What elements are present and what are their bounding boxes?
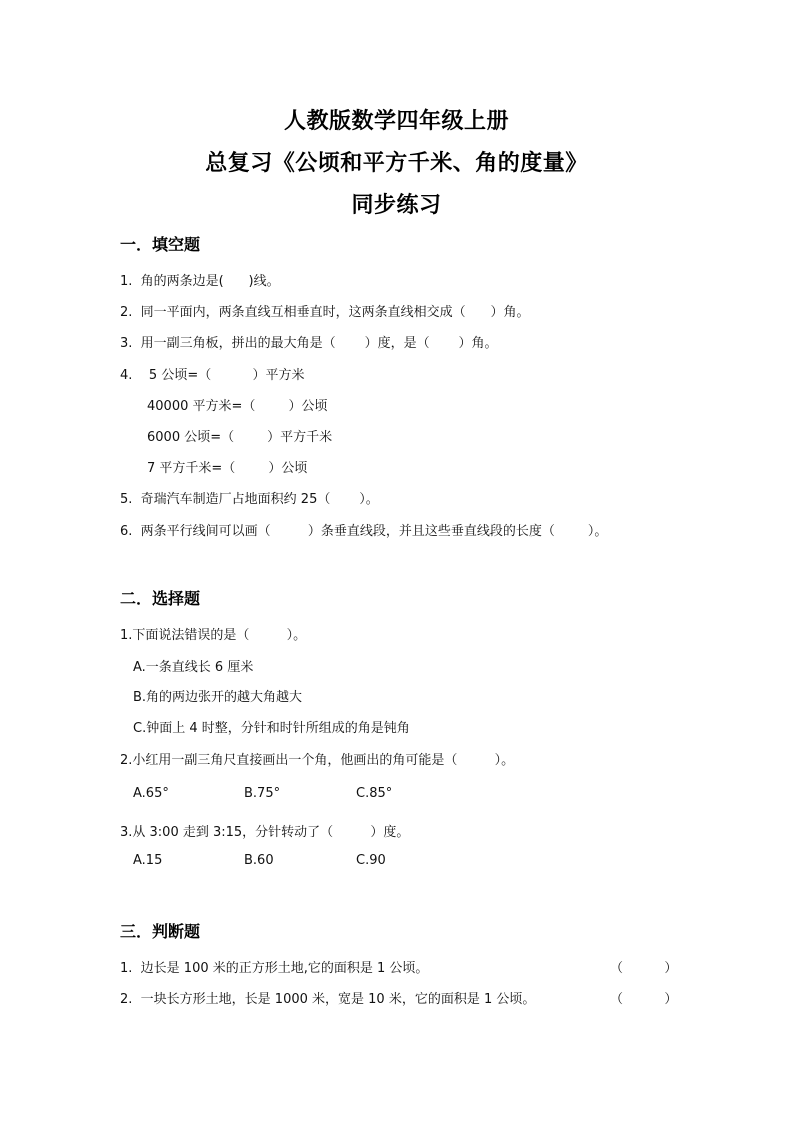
question-2-3-option-b: B.60 <box>244 853 274 868</box>
question-3-2: 2. 一块长方形土地，长是 1000 米，宽是 10 米，它的面积是 1 公顷。 <box>120 992 536 1007</box>
question-2-1-option-a: A.一条直线长 6 厘米 <box>133 660 254 675</box>
question-2-3-option-c: C.90 <box>356 853 386 868</box>
question-2-3-option-a: A.15 <box>133 853 163 868</box>
question-2-3: 3.从 3:00 走到 3:15，分针转动了（ ）度。 <box>120 825 410 840</box>
question-1-4c: 6000 公顷=（ ）平方千米 <box>147 430 333 445</box>
question-1-6: 6. 两条平行线间可以画（ ）条垂直线段，并且这些垂直线段的长度（ ）。 <box>120 524 608 539</box>
question-2-2-option-c: C.85° <box>356 786 393 801</box>
question-1-4: 4. 5 公顷=（ ）平方米 <box>120 368 305 383</box>
title-line-1: 人教版数学四年级上册 <box>283 108 509 134</box>
question-1-5: 5. 奇瑞汽车制造厂占地面积约 25（ ）。 <box>120 492 379 507</box>
section-heading-fill-in: 一．填空题 <box>120 235 201 254</box>
question-2-2: 2.小红用一副三角尺直接画出一个角，他画出的角可能是（ ）。 <box>120 753 515 768</box>
question-1-2: 2. 同一平面内，两条直线互相垂直时，这两条直线相交成（ ）角。 <box>120 305 530 320</box>
section-heading-multiple-choice: 二．选择题 <box>120 589 201 608</box>
answer-blank-3-1: （ ） <box>610 961 678 976</box>
question-1-1: 1. 角的两条边是( )线。 <box>120 274 280 289</box>
question-2-1-option-c: C.钟面上 4 时整，分针和时针所组成的角是钝角 <box>133 721 410 736</box>
question-2-2-option-b: B.75° <box>244 786 281 801</box>
question-2-1: 1.下面说法错误的是（ ）。 <box>120 628 307 643</box>
title-line-2: 总复习《公顷和平方千米、角的度量》 <box>205 150 588 176</box>
question-2-1-option-b: B.角的两边张开的越大角越大 <box>133 690 303 705</box>
section-heading-true-false: 三．判断题 <box>120 922 201 941</box>
question-1-3: 3. 用一副三角板，拼出的最大角是（ ）度，是（ ）角。 <box>120 336 498 351</box>
answer-blank-3-2: （ ） <box>610 992 678 1007</box>
question-1-4d: 7 平方千米=（ ）公顷 <box>147 461 308 476</box>
title-line-3: 同步练习 <box>351 192 442 218</box>
question-1-4b: 40000 平方米=（ ）公顷 <box>147 399 328 414</box>
question-2-2-option-a: A.65° <box>133 786 169 801</box>
question-3-1: 1. 边长是 100 米的正方形土地,它的面积是 1 公顷。 <box>120 961 429 976</box>
